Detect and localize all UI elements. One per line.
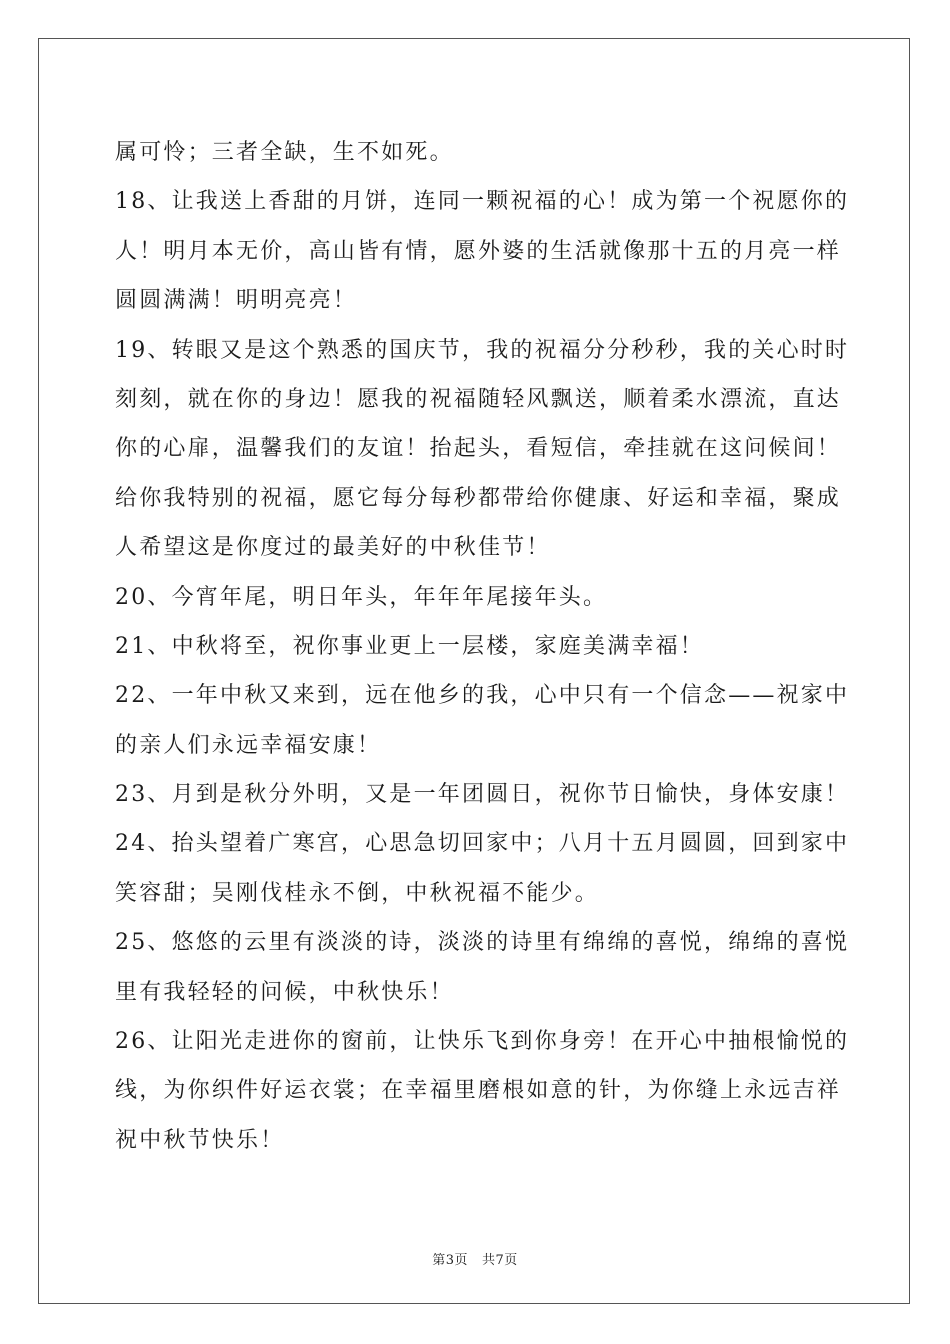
text-line: 21、中秋将至，祝你事业更上一层楼，家庭美满幸福！ <box>115 633 704 659</box>
text-line: 23、月到是秋分外明，又是一年团圆日，祝你节日愉快，身体安康！ <box>115 782 850 808</box>
text-line: 20、今宵年尾，明日年头，年年年尾接年头。 <box>115 584 608 610</box>
text-line: 24、抬头望着广寒宫，心思急切回家中；八月十五月圆圆，回到家中 <box>115 831 850 857</box>
text-line: 人希望这是你度过的最美好的中秋佳节！ <box>115 535 551 561</box>
text-line: 18、让我送上香甜的月饼，连同一颗祝福的心！成为第一个祝愿你的 <box>115 189 850 215</box>
text-line: 的亲人们永远幸福安康！ <box>115 732 382 758</box>
text-line: 22、一年中秋又来到，远在他乡的我，心中只有一个信念——祝家中 <box>115 683 850 709</box>
text-line: 25、悠悠的云里有淡淡的诗，淡淡的诗里有绵绵的喜悦，绵绵的喜悦 <box>115 930 850 956</box>
text-line: 你的心扉，温馨我们的友谊！抬起头，看短信，牵挂就在这问候间！ <box>115 436 842 462</box>
page-number-total: 共7页 <box>482 1253 518 1268</box>
text-line: 刻刻，就在你的身边！愿我的祝福随轻风飘送，顺着柔水漂流，直达 <box>115 386 842 412</box>
document-body <box>115 128 850 1165</box>
text-line: 人！明月本无价，高山皆有情，愿外婆的生活就像那十五的月亮一样 <box>115 238 842 264</box>
text-line: 笑容甜；吴刚伐桂永不倒，中秋祝福不能少。 <box>115 880 600 906</box>
text-line: 给你我特别的祝福，愿它每分每秒都带给你健康、好运和幸福，聚成 <box>115 485 842 511</box>
text-line: 线，为你织件好运衣裳；在幸福里磨根如意的针，为你缝上永远吉祥 <box>115 1078 842 1104</box>
text-line: 祝中秋节快乐！ <box>115 1127 285 1153</box>
text-line: 属可怜；三者全缺，生不如死。 <box>115 140 454 165</box>
page-footer <box>0 1249 950 1268</box>
text-line: 圆圆满满！明明亮亮！ <box>115 288 358 314</box>
text-line: 26、让阳光走进你的窗前，让快乐飞到你身旁！在开心中抽根愉悦的 <box>115 1029 850 1055</box>
text-line: 里有我轻轻的问候，中秋快乐！ <box>115 979 454 1005</box>
text-line: 19、转眼又是这个熟悉的国庆节，我的祝福分分秒秒，我的关心时时 <box>115 337 850 363</box>
page-number-current: 第3页 <box>432 1253 468 1268</box>
